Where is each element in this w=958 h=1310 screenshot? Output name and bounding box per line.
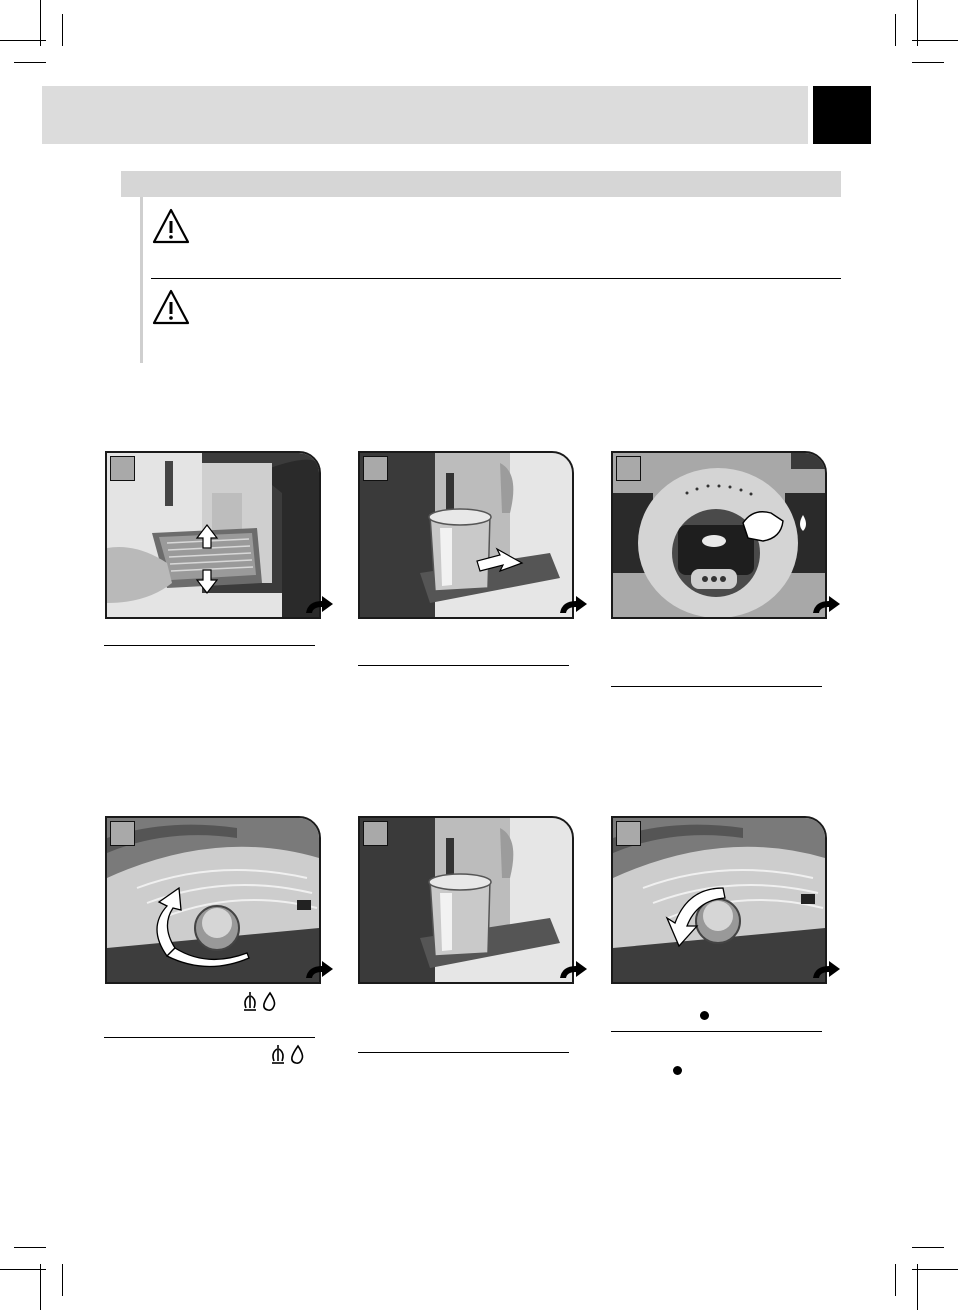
step-number-box bbox=[363, 456, 388, 481]
caption-rule bbox=[104, 1037, 315, 1038]
header-bar bbox=[42, 86, 808, 144]
step-number-box bbox=[363, 821, 388, 846]
step-1-illustration bbox=[105, 451, 321, 619]
step-3-illustration bbox=[611, 451, 827, 619]
next-step-arrow-icon bbox=[558, 595, 588, 615]
step-number-box bbox=[110, 821, 135, 846]
control-panel-image bbox=[613, 453, 825, 617]
steam-knob-counterclockwise-image bbox=[107, 818, 319, 982]
caption-rule bbox=[358, 1052, 569, 1053]
caption-rule bbox=[611, 686, 822, 687]
steam-water-icon bbox=[241, 990, 279, 1012]
step-4-illustration bbox=[105, 816, 321, 984]
steam-knob-clockwise-image bbox=[613, 818, 825, 982]
caption-rule bbox=[358, 665, 569, 666]
warning-divider bbox=[151, 278, 841, 279]
warning-block-rule bbox=[140, 197, 143, 363]
step-2-illustration bbox=[358, 451, 574, 619]
steam-water-icon bbox=[269, 1043, 307, 1065]
closed-dot-icon bbox=[673, 1066, 682, 1075]
language-tab bbox=[813, 86, 871, 144]
closed-dot-icon bbox=[700, 1011, 709, 1020]
jug-under-wand-image bbox=[360, 818, 572, 982]
step-number-box bbox=[616, 456, 641, 481]
warning-triangle-icon bbox=[151, 206, 191, 246]
milk-jug-placement-image bbox=[360, 453, 572, 617]
next-step-arrow-icon bbox=[304, 960, 334, 980]
step-6-illustration bbox=[611, 816, 827, 984]
warning-triangle-icon bbox=[151, 287, 191, 327]
caption-rule bbox=[104, 645, 315, 646]
step-number-box bbox=[616, 821, 641, 846]
step-number-box bbox=[110, 456, 135, 481]
caption-rule bbox=[611, 1031, 822, 1032]
next-step-arrow-icon bbox=[304, 595, 334, 615]
next-step-arrow-icon bbox=[811, 960, 841, 980]
drip-tray-adjust-image bbox=[107, 453, 319, 617]
next-step-arrow-icon bbox=[558, 960, 588, 980]
section-title-bar bbox=[121, 171, 841, 197]
next-step-arrow-icon bbox=[811, 595, 841, 615]
step-5-illustration bbox=[358, 816, 574, 984]
